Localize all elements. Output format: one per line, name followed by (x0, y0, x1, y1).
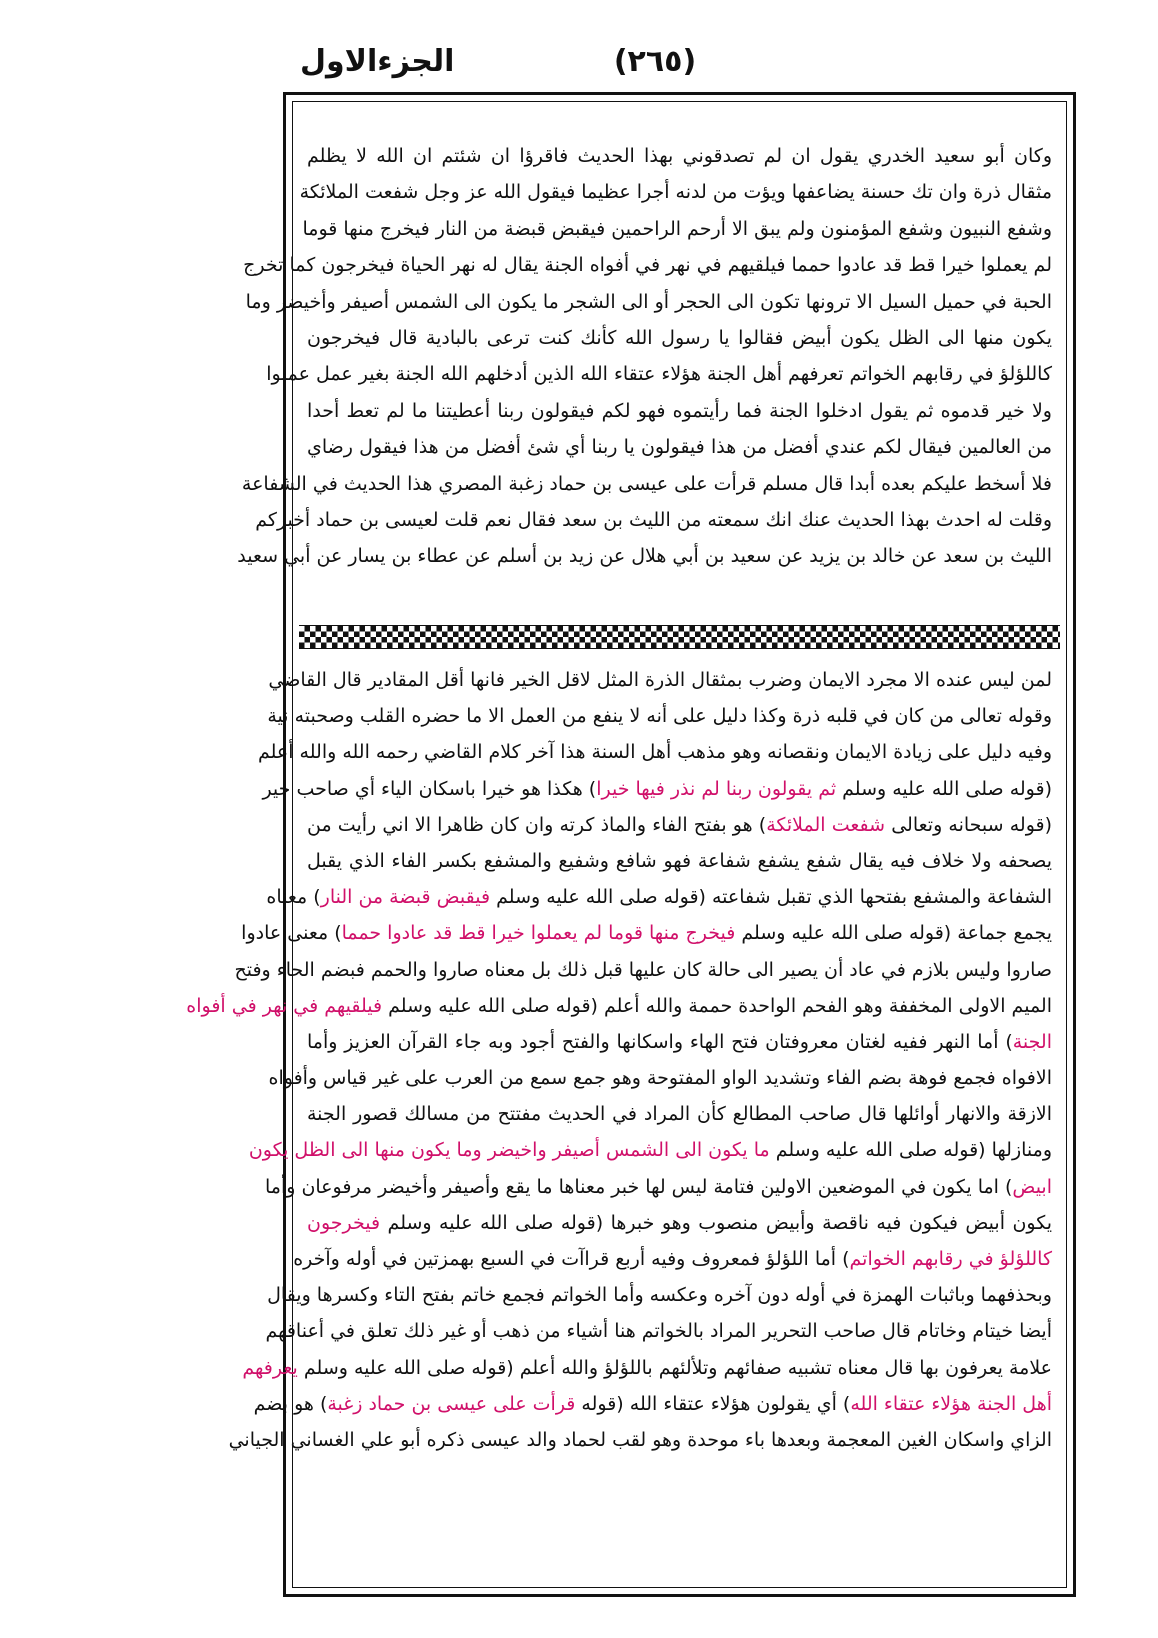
commentary-block (186, 662, 1053, 1567)
commentary-line (266, 879, 1052, 915)
text-line: وقلت له احدث بهذا الحديث عنك انك سمعته من الليث بن سعد فقال نعم قلت لعيسى بن حماد أخبركم (255, 508, 1052, 531)
commentary-text: ) أما النهر ففيه لغتان معروفتان فتح الهاء واسكانها والفتح أجود وبه جاء القرآن العزيز وأما (307, 1030, 1013, 1053)
text-line: لم يعملوا خيرا قط قد عادوا حمما فيلقيهم في نهر في أفواه الجنة يقال له نهر الحياة فيخرجون كما تخرج (243, 254, 1052, 277)
quoted-hadith-phrase: فيقبض قبضة من النار (320, 886, 491, 909)
commentary-text: ) اما يكون في الموضعين الاولين فتامة ليس لها خبر معناها ما يقع وأصيفر وأخيضر مرفوعان وأما (264, 1175, 1013, 1198)
text-line: ولا خير قدموه ثم يقول ادخلوا الجنة فما رأيتموه فهو لكم فيقولون ربنا أعطيتنا ما لم تعط أحدا (307, 399, 1052, 422)
commentary-text: لمن ليس عنده الا مجرد الايمان وضرب بمثقال الذرة المثل لاقل الخير فانها أقل المقادير قال القاضي (268, 669, 1052, 691)
page-frame (186, 92, 1076, 1597)
text-line: الليث بن سعد عن خالد بن يزيد عن سعيد بن أبي هلال عن زيد بن أسلم عن عطاء بن يسار عن أبي سعيد (237, 545, 1052, 568)
quoted-hadith-phrase: ثم يقولون ربنا لم نذر فيها خيرا (596, 777, 837, 800)
commentary-text: ) هو بفتح الفاء والماذ كرته وان كان ظاهرا الا اني رأيت من (307, 813, 767, 836)
quoted-hadith-phrase: يعرفهم (242, 1356, 298, 1379)
commentary-line (293, 1241, 1052, 1277)
text-line: وكان أبو سعيد الخدري يقول ان لم تصدقوني بهذا الحديث فاقرؤا ان شئتم ان الله لا يظلم (307, 145, 1052, 167)
commentary-line (234, 952, 1052, 988)
commentary-line (186, 988, 1052, 1024)
commentary-text: وبحذفهما وباثبات الهمزة في أوله دون آخره وعكسه وأما الخواتم فجمع خاتم بفتح التاء وكسرها ويقال (267, 1284, 1052, 1307)
commentary-line (307, 807, 1052, 843)
commentary-line (265, 1313, 1052, 1349)
commentary-text: (قوله سبحانه وتعالى (885, 813, 1053, 836)
quoted-hadith-phrase: ما يكون الى الشمس أصيفر واخيضر وما يكون منها الى الظل يكون (248, 1139, 770, 1162)
commentary-text: الافواه فجمع فوهة بضم الفاء وتشديد الواو المفتوحة وهو جمع سمع من العرب على غير قياس وأفواه (268, 1067, 1052, 1090)
commentary-line (268, 662, 1052, 698)
quoted-hadith-phrase: قرأت على عيسى بن حماد زغبة (327, 1392, 576, 1415)
commentary-text: يصحفه ولا خلاف فيه يقال شفع يشفع شفاعة فهو شافع وشفيع والمشفع بكسر الفاء الذي يقبل (307, 849, 1052, 872)
commentary-text: وقوله تعالى من كان في قلبه ذرة وكذا دليل على أنه لا ينفع من العمل الا ما حضره القلب وصحبته نية (267, 705, 1052, 728)
quoted-hadith-phrase: الجنة (1012, 1030, 1052, 1053)
text-line: كاللؤلؤ في رقابهم الخواتم تعرفهم أهل الجنة هؤلاء عتقاء الله الذين أدخلهم الله الجنة بغير عمل عملوا (266, 363, 1052, 386)
commentary-text: الميم الاولى المخففة وهو الفحم الواحدة حممة والله أعلم (قوله صلى الله عليه وسلم (382, 994, 1052, 1017)
commentary-line (267, 698, 1052, 734)
checkered-divider (299, 625, 1060, 649)
commentary-text: علامة يعرفون بها قال معناه تشبيه صفائهم وتلألئهم باللؤلؤ والله أعلم (قوله صلى الله عليه وسلم (297, 1356, 1052, 1379)
commentary-text: (قوله صلى الله عليه وسلم (836, 777, 1052, 800)
commentary-text: وفيه دليل على زيادة الايمان ونقصانه وهو مذهب أهل السنة هذا آخر كلام القاضي رحمه الله والله أعلم (257, 741, 1052, 764)
commentary-line (307, 843, 1052, 879)
text-line: من العالمين فيقال لكم عندي أفضل من هذا فيقولون يا ربنا أي شئ أفضل من هذا فيقول رضاي (307, 436, 1052, 459)
commentary-text: ) معنى عادوا (241, 922, 342, 945)
quoted-hadith-phrase: فيخرج منها قوما لم يعملوا خيرا قط قد عادوا حمما (341, 922, 736, 945)
commentary-line (253, 1386, 1052, 1422)
commentary-line (307, 1205, 1052, 1241)
commentary-text: ) هو بضم (253, 1392, 328, 1415)
commentary-text: يجمع جماعة (قوله صلى الله عليه وسلم (735, 922, 1052, 945)
commentary-text: ) أي يقولون هؤلاء عتقاء الله (قوله (575, 1392, 851, 1415)
commentary-text: ) هكذا هو خيرا باسكان الياء أي صاحب خير (262, 777, 597, 800)
quoted-hadith-phrase: أهل الجنة هؤلاء عتقاء الله (850, 1392, 1052, 1415)
commentary-line (307, 1024, 1052, 1060)
text-line: فلا أسخط عليكم بعده أبدا قال مسلم قرأت على عيسى بن حماد زغبة المصري هذا الحديث في الشفاعة (241, 472, 1052, 495)
text-line: وشفع النبيون وشفع المؤمنون ولم يبق الا أرحم الراحمين فيقبض قبضة من النار فيخرج منها قوما (302, 217, 1052, 240)
commentary-text: الازقة والانهار أوائلها قال صاحب المطالع كأن المراد في الحديث مفتتح من مسالك قصور الجنة (307, 1103, 1052, 1126)
quoted-hadith-phrase: فيلقيهم في نهر في أفواه (186, 994, 383, 1017)
commentary-text: الشفاعة والمشفع بفتحها الذي تقبل شفاعته (قوله صلى الله عليه وسلم (490, 886, 1052, 909)
commentary-line (228, 1422, 1052, 1458)
text-line: مثقال ذرة وان تك حسنة يضاعفها ويؤت من لدنه أجرا عظيما فيقول الله عز وجل شفعت الملائكة (299, 181, 1052, 204)
quoted-hadith-phrase: ابيض (1012, 1175, 1052, 1198)
commentary-line (268, 1060, 1052, 1096)
commentary-text: يكون أبيض فيكون فيه ناقصة وأبيض منصوب وهو خبرها (قوله صلى الله عليه وسلم (380, 1211, 1052, 1234)
commentary-line (267, 1277, 1052, 1313)
commentary-text: صاروا وليس بلازم في عاد أن يصير الى حالة كان عليها قبل ذلك بل معناه صاروا والحمم فبضم الحاء وفتح (234, 958, 1052, 981)
hadith-text-block (237, 138, 1052, 623)
text-line: الحبة في حميل السيل الا ترونها تكون الى الحجر أو الى الشجر ما يكون الى الشمس أصيفر وأخيضر وما (245, 290, 1052, 313)
commentary-line (242, 1350, 1052, 1386)
commentary-line (264, 1169, 1052, 1205)
page-number: (٢٦٥) (613, 44, 697, 79)
commentary-line (248, 1132, 1052, 1168)
commentary-text: ) معناه (266, 886, 321, 909)
commentary-text: ) أما اللؤلؤ فمعروف وفيه أربع قراآت في السبع بهمزتين في أوله وآخره (293, 1248, 850, 1270)
commentary-line (241, 915, 1052, 951)
commentary-text: ومنازلها (قوله صلى الله عليه وسلم (769, 1139, 1052, 1162)
quoted-hadith-phrase: كاللؤلؤ في رقابهم الخواتم (849, 1248, 1052, 1270)
commentary-text: الزاي واسكان الغين المعجمة وبعدها باء موحدة وهو لقب لحماد والد عيسى ذكره أبو علي الغساني الجياني (228, 1428, 1052, 1451)
commentary-text: أيضا خيتام وخاتام قال صاحب التحرير المراد بالخواتم هنا أشياء من ذهب أو غير ذلك تعلق في أعناقهم (265, 1320, 1052, 1343)
page-frame-inner (186, 101, 1067, 1588)
quoted-hadith-phrase: فيخرجون (307, 1211, 381, 1234)
text-line: يكون منها الى الظل يكون أبيض فقالوا يا رسول الله كأنك كنت ترعى بالبادية قال فيخرجون (307, 326, 1052, 349)
commentary-line (257, 734, 1052, 770)
part-label: الجزءالاول (300, 44, 455, 79)
commentary-line (262, 771, 1052, 807)
commentary-line (307, 1096, 1052, 1132)
quoted-hadith-phrase: شفعت الملائكة (766, 813, 886, 836)
